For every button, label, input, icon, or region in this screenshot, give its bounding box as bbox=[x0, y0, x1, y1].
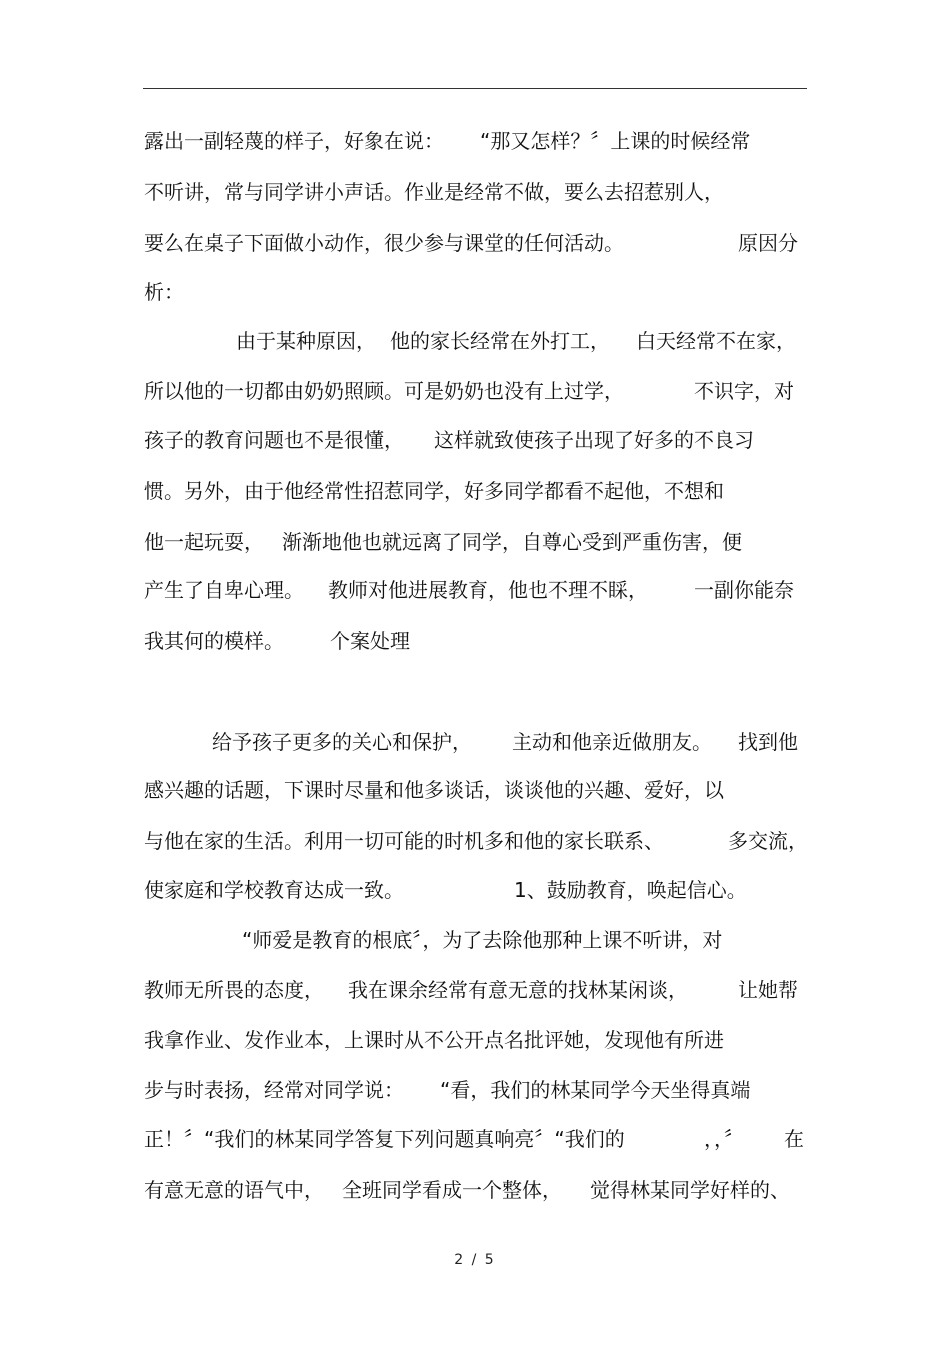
text-segment: 惯。另外，由于他经常性招惹同学，好多同学都看不起他，不想和 bbox=[144, 479, 724, 503]
text-segment: 觉得林某同学好样的、 bbox=[590, 1178, 790, 1202]
text-segment: 步与时表扬，经常对同学说： bbox=[144, 1078, 404, 1102]
text-segment: “看，我们的林某同学今天坐得真端 bbox=[440, 1078, 751, 1102]
text-line bbox=[144, 925, 808, 955]
text-line bbox=[144, 775, 808, 805]
text-segment: 多交流， bbox=[728, 829, 808, 853]
text-segment: 教师对他进展教育，他也不理不睬， bbox=[328, 578, 648, 602]
text-line bbox=[144, 826, 808, 856]
text-line bbox=[144, 1124, 808, 1154]
text-line bbox=[144, 376, 808, 406]
text-segment: 让她帮 bbox=[738, 978, 798, 1002]
header-rule bbox=[143, 88, 807, 89]
text-line bbox=[144, 527, 808, 557]
text-segment: 原因分 bbox=[738, 231, 798, 255]
text-segment: 由于某种原因， bbox=[236, 329, 376, 353]
section-heading: 1、鼓励教育，唤起信心。 bbox=[514, 878, 747, 902]
text-segment: 孩子的教育问题也不是很懂， bbox=[144, 428, 404, 452]
section-heading: 个案处理 bbox=[330, 629, 410, 653]
text-segment: 一副你能奈 bbox=[694, 578, 794, 602]
text-segment: ，，〞 bbox=[704, 1127, 744, 1151]
text-segment: 在 bbox=[784, 1127, 804, 1151]
text-line bbox=[144, 1075, 808, 1105]
text-segment: 给予孩子更多的关心和保护， bbox=[212, 730, 472, 754]
text-line bbox=[144, 177, 808, 207]
page-number: 2 / 5 bbox=[454, 1252, 496, 1268]
text-line bbox=[144, 228, 808, 258]
text-segment: 白天经常不在家， bbox=[636, 329, 796, 353]
text-segment: 正！〞“我们的林某同学答复下列问题真响亮〞“我们的 bbox=[144, 1127, 625, 1151]
text-line bbox=[144, 626, 808, 656]
text-segment: “师爱是教育的根底〞，为了去除他那种上课不听讲，对 bbox=[242, 928, 723, 952]
text-line bbox=[144, 126, 808, 156]
text-segment: 不识字，对 bbox=[694, 379, 794, 403]
text-segment: 我在课余经常有意无意的找林某闲谈， bbox=[348, 978, 688, 1002]
text-segment: 不听讲，常与同学讲小声话。作业是经常不做，要么去招惹别人， bbox=[144, 180, 724, 204]
text-segment: 析： bbox=[144, 280, 184, 304]
text-line bbox=[144, 277, 808, 307]
text-segment: 露出一副轻蔑的样子，好象在说： bbox=[144, 129, 444, 153]
text-line bbox=[144, 476, 808, 506]
text-segment: 主动和他亲近做朋友。 bbox=[512, 730, 712, 754]
text-line bbox=[144, 875, 808, 905]
text-line bbox=[144, 326, 808, 356]
text-segment: 找到他 bbox=[738, 730, 798, 754]
text-line bbox=[144, 575, 808, 605]
text-line bbox=[144, 1025, 808, 1055]
text-line bbox=[144, 425, 808, 455]
text-segment: 我拿作业、发作业本，上课时从不公开点名批评她，发现他有所进 bbox=[144, 1028, 724, 1052]
text-segment: 我其何的模样。 bbox=[144, 629, 284, 653]
text-segment: 他一起玩耍， bbox=[144, 530, 264, 554]
text-segment: 这样就致使孩子出现了好多的不良习 bbox=[434, 428, 754, 452]
text-segment: 有意无意的语气中， bbox=[144, 1178, 324, 1202]
text-segment: 全班同学看成一个整体， bbox=[342, 1178, 562, 1202]
text-segment: 他的家长经常在外打工， bbox=[390, 329, 610, 353]
text-line bbox=[144, 727, 808, 757]
text-segment: 使家庭和学校教育达成一致。 bbox=[144, 878, 404, 902]
text-segment: 感兴趣的话题，下课时尽量和他多谈话，谈谈他的兴趣、爱好，以 bbox=[144, 778, 724, 802]
text-segment: 所以他的一切都由奶奶照顾。可是奶奶也没有上过学， bbox=[144, 379, 624, 403]
text-segment: 渐渐地他也就远离了同学，自尊心受到严重伤害，便 bbox=[282, 530, 742, 554]
text-segment: 教师无所畏的态度， bbox=[144, 978, 324, 1002]
text-segment: “那又怎样？〞上课的时候经常 bbox=[480, 129, 751, 153]
text-segment: 产生了自卑心理。 bbox=[144, 578, 304, 602]
text-segment: 与他在家的生活。利用一切可能的时机多和他的家长联系、 bbox=[144, 829, 664, 853]
text-line bbox=[144, 975, 808, 1005]
text-segment: 要么在桌子下面做小动作，很少参与课堂的任何活动。 bbox=[144, 231, 624, 255]
text-line bbox=[144, 1175, 808, 1205]
